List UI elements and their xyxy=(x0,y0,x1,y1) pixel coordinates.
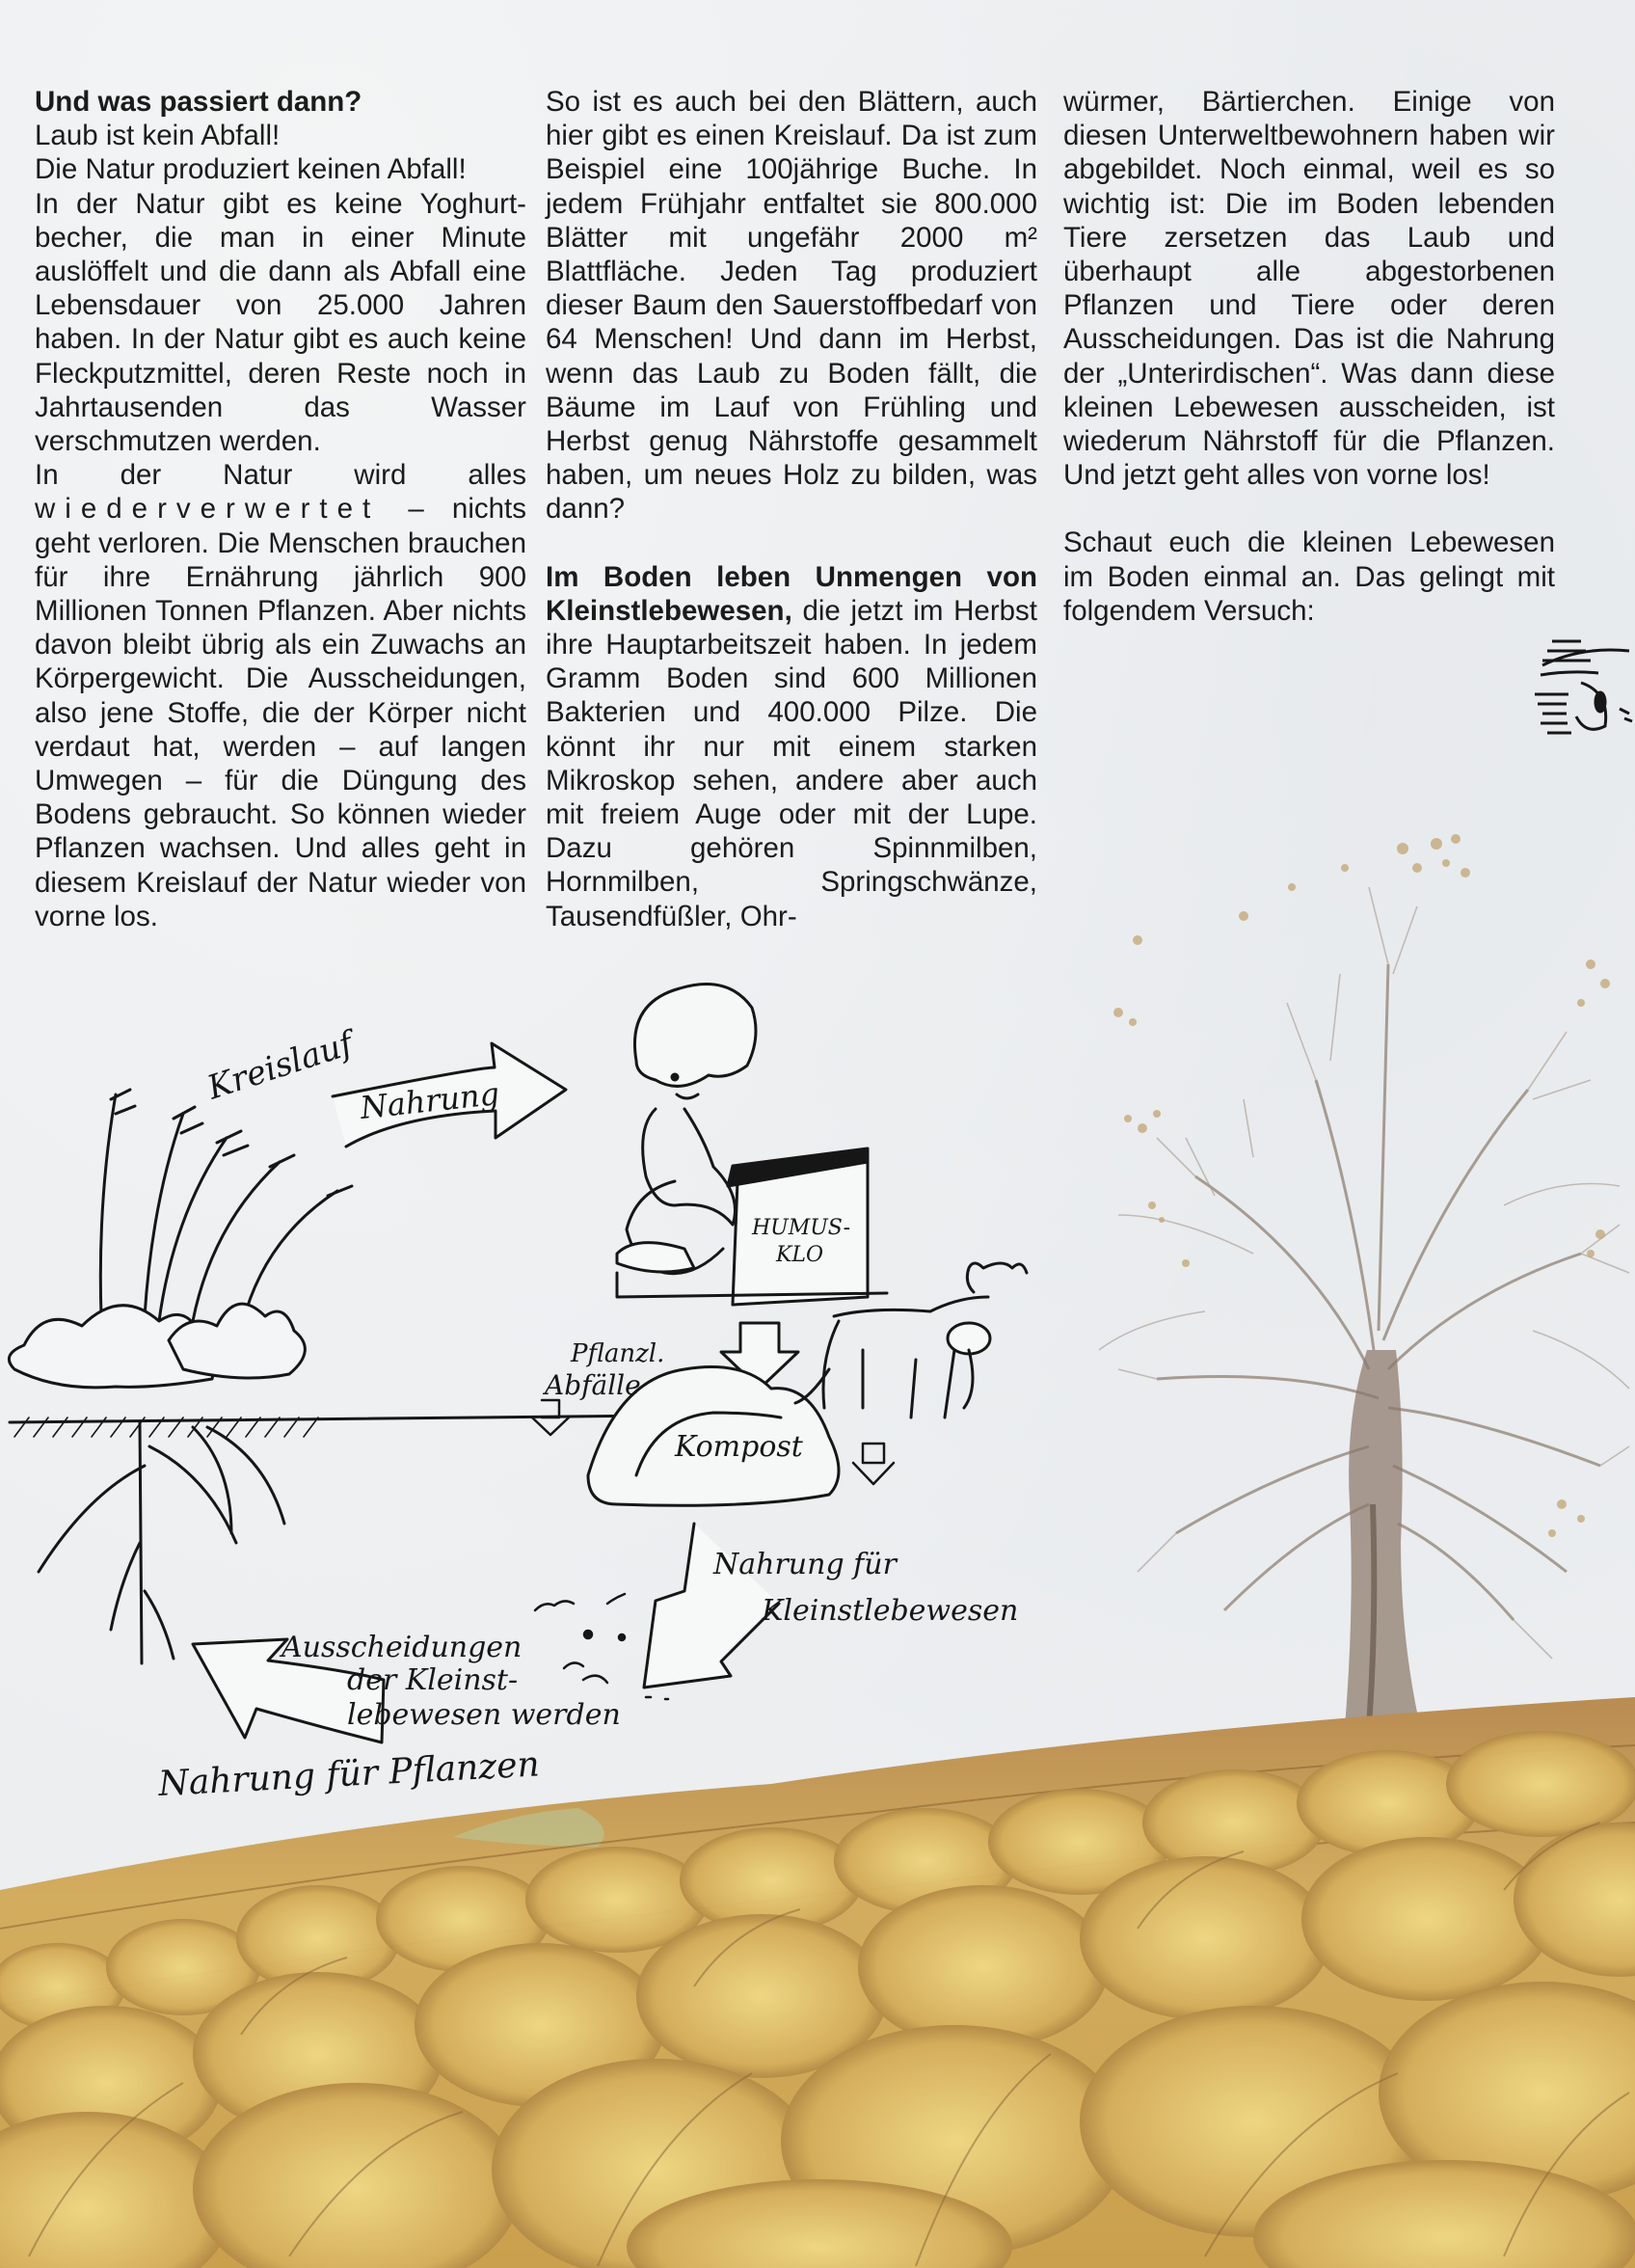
paragraph: In der Natur gibt es keine Yoghurt-becher, die man in einer Minute auslöffelt und die dann als Abfall eine Lebensdauer von 25.000 Jahren haben. In der Natur gibt es auch keine Fleckputzmittel, deren Reste noch in Jahrtausenden das Wasser verschmutzen werden. xyxy=(35,187,526,458)
beech-tree xyxy=(1099,834,1629,1726)
label-ausscheidungen: Ausscheidungen xyxy=(281,1631,523,1664)
label-lebewesen-werden: lebewesen werden xyxy=(347,1698,621,1732)
paragraph: Im Boden leben Unmengen von Kleinstlebewesen, die jetzt im Herbst ihre Hauptarbeitszeit haben. In jedem Gramm Boden sind 600 Millionen Bakterien und 400.000 Pilze. Die könnt ihr nur mit einem starken Mikroskop sehen, andere aber auch mit freiem Auge oder mit der Lupe. Dazu gehören Spinnmilben, Hornmilben, Springschwänze, Tausendfüßler, Ohr- xyxy=(546,560,1037,932)
paragraph: So ist es auch bei den Blättern, auch hier gibt es einen Kreislauf. Da ist zum Beispiel eine 100jährige Buche. In jedem Frühjahr entfaltet sie 800.000 Blätter mit ungefähr 2000 m² Blattfläche. Jeden Tag produziert dieser Baum den Sauerstoffbedarf von 64 Menschen! Und dann im Herbst, wenn das Laub zu Boden fällt, die Bäume im Lauf von Frühling und Herbst genug Nährstoffe gesammelt haben, um neues Holz zu bilden, was dann? xyxy=(546,86,1037,526)
paragraph: würmer, Bärtierchen. Einige von diesen Unterweltbewohnern haben wir abgebildet. Noch einmal, weil es so wichtig ist: Die im Boden lebenden Tiere zersetzen das Laub und überhaupt alle abgestorbenen Pflanzen und Tiere oder deren Ausscheidungen. Das ist die Nahrung der „Unterirdischen“. Was dann diese kleinen Lebewesen ausscheiden, ist wiederum Nährstoff für die Pflanzen. Und jetzt geht alles von vorne los! xyxy=(1063,86,1555,492)
label-kleinstlebewesen: Kleinstlebewesen xyxy=(762,1594,1019,1628)
peeking-eye-icon xyxy=(1535,641,1632,733)
section-heading: Und was passiert dann? xyxy=(35,86,362,118)
label-nahrung: Nahrung xyxy=(358,1075,501,1126)
label-abfaelle: Abfälle xyxy=(545,1369,641,1401)
paragraph: In der Natur wird alles wiederverwertet – nichts geht verloren. Die Menschen brauchen für ihre Ernährung jährlich 900 Millionen Tonnen Pflanzen. Aber nichts davon bleibt übrig als ein Zuwachs an Körpergewicht. Die Ausscheidungen, also jene Stoffe, die der Körper nicht verdaut hat, werden – auf langen Umwegen – für die Düngung des Bodens gebraucht. So können wieder Pflanzen wachsen. Und alles geht in diesem Kreislauf der Natur wieder von vorne los. xyxy=(35,459,526,932)
label-nahrung-fuer-pflanzen: Nahrung für Pflanzen xyxy=(157,1744,541,1804)
label-kreislauf: Kreislauf xyxy=(202,1024,358,1108)
boy-on-humus-toilet xyxy=(617,985,887,1306)
emphasized-word: wiederverwertet xyxy=(35,493,381,526)
paragraph: Schaut euch die kleinen Lebewesen im Boden einmal an. Das gelingt mit folgendem Versuch: xyxy=(1063,526,1555,627)
paragraph: Laub ist kein Abfall! xyxy=(35,120,281,152)
label-der-kleinst: der Kleinst- xyxy=(347,1663,519,1697)
label-pflanzl: Pflanzl. xyxy=(571,1339,665,1368)
arrow-down-icon xyxy=(853,1444,894,1484)
paragraph: Die Natur produziert keinen Abfall! xyxy=(35,153,467,186)
kreislauf-diagram xyxy=(9,985,1027,1743)
label-nahrung-fuer: Nahrung für xyxy=(713,1548,897,1581)
label-kompost: Kompost xyxy=(675,1430,803,1464)
label-klo: KLO xyxy=(776,1243,824,1267)
label-humus: HUMUS- xyxy=(752,1216,851,1240)
bold-lead: Im Boden leben Unmengen von Kleinstlebewesen, xyxy=(546,560,1037,627)
